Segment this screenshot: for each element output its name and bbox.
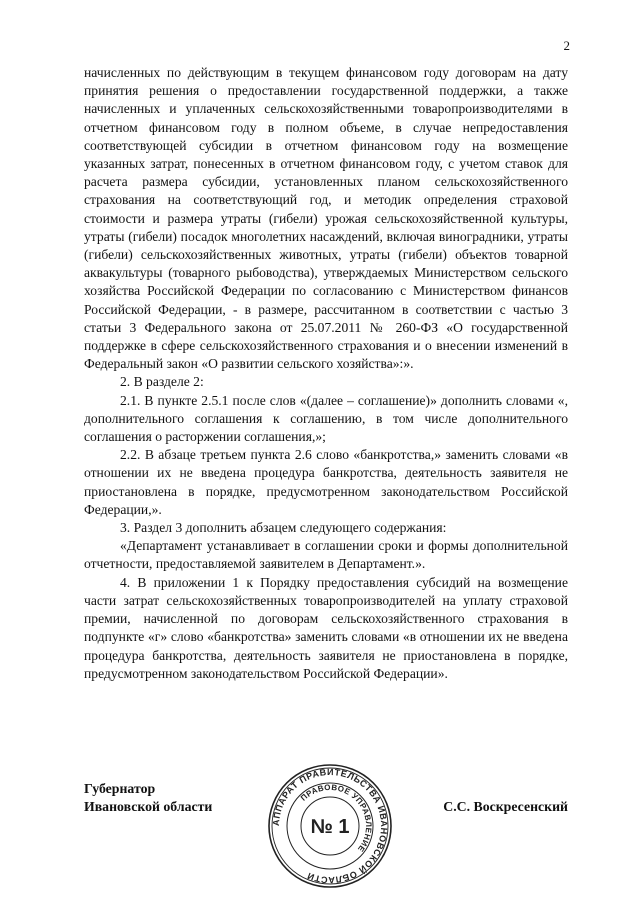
signatory-name: С.С. Воскресенский [443,799,568,814]
page-number: 2 [563,38,570,53]
signatory-title-line1: Губернатор [84,781,156,796]
signatory-title [84,780,212,816]
paragraph: «Департамент устанавливает в соглашении сроки и формы дополнительной отчетности, предоставляемой заявителем в Департамент.». [84,538,568,572]
svg-text:№ 1: № 1 [310,816,350,838]
document-body [84,64,568,683]
stamp-seal-icon [266,762,394,890]
paragraph: 2. В разделе 2: [120,374,204,390]
signature-block [84,762,568,886]
paragraph: 2.1. В пункте 2.5.1 после слов «(далее – соглашение)» дополнить словами «, дополнительного соглашения к соглашению, в том числе дополнительного соглашения о расторжении соглашения,»; [84,392,568,445]
official-stamp [266,762,394,890]
svg-text:АППАРАТ ПРАВИТЕЛЬСТВА ИВАНОВСК: АППАРАТ ПРАВИТЕЛЬСТВА ИВАНОВСКОЙ ОБЛАСТИ [270,766,390,886]
svg-text:ПРАВОВОЕ УПРАВЛЕНИЕ: ПРАВОВОЕ УПРАВЛЕНИЕ [299,782,374,854]
signatory-title-line2: Ивановской области [84,799,213,814]
paragraph: 3. Раздел 3 дополнить абзацем следующего содержания: [120,520,447,536]
paragraph: начисленных по действующим в текущем финансовом году договорам на дату принятия решения о предоставлении государственной поддержки, а также начисленных и уплаченных сельскохозяйственными товаропроизводителями в отчетном финансовом году в полном объеме, в случае непредоставления соответствующей субсидии в отчетном финансовом году на возмещение указанных затрат, понесенных в отчетном финансовом году, с учетом ставок для расчета размера субсидии, установленных планом сельскохозяйственного страхования на соответствующий год, и методик определения страховой стоимости и размера утраты (гибели) урожая сельскохозяйственной культуры, утраты (гибели) посадок многолетних насаждений, включая виноградники, утраты (гибели) сельскохозяйственных животных, утраты (гибели) объектов товарной аквакультуры (товарного рыбоводства), утверждаемых Министерством сельского хозяйства Российской Федерации по согласованию с Министерством финансов Российской Федерации, - в размере, рассчитанном в соответствии с частью 3 статьи 3 Федерального закона от 25.07.2011 № 260-ФЗ «О государственной поддержке в сфере сельскохозяйственного страхования и о внесении изменений в Федеральный закон «О развитии сельского хозяйства»:». [84,65,568,372]
paragraph: 2.2. В абзаце третьем пункта 2.6 слово «банкротства,» заменить словами «в отношении их не введена процедура банкротства, деятельность заявителя не приостановлена в порядке, предусмотренном законодательством Российской Федерации,». [84,447,568,517]
paragraph: 4. В приложении 1 к Порядку предоставления субсидий на возмещение части затрат сельскохозяйственных товаропроизводителей на уплату страховой премии, начисленной по договорам сельскохозяйственного страхования в подпункте «г» слово «банкротства» заменить словами «в отношении их не введена процедура банкротства, деятельность заявителя не приостановлена в порядке, предусмотренном законодательством Российской Федерации». [84,574,568,681]
